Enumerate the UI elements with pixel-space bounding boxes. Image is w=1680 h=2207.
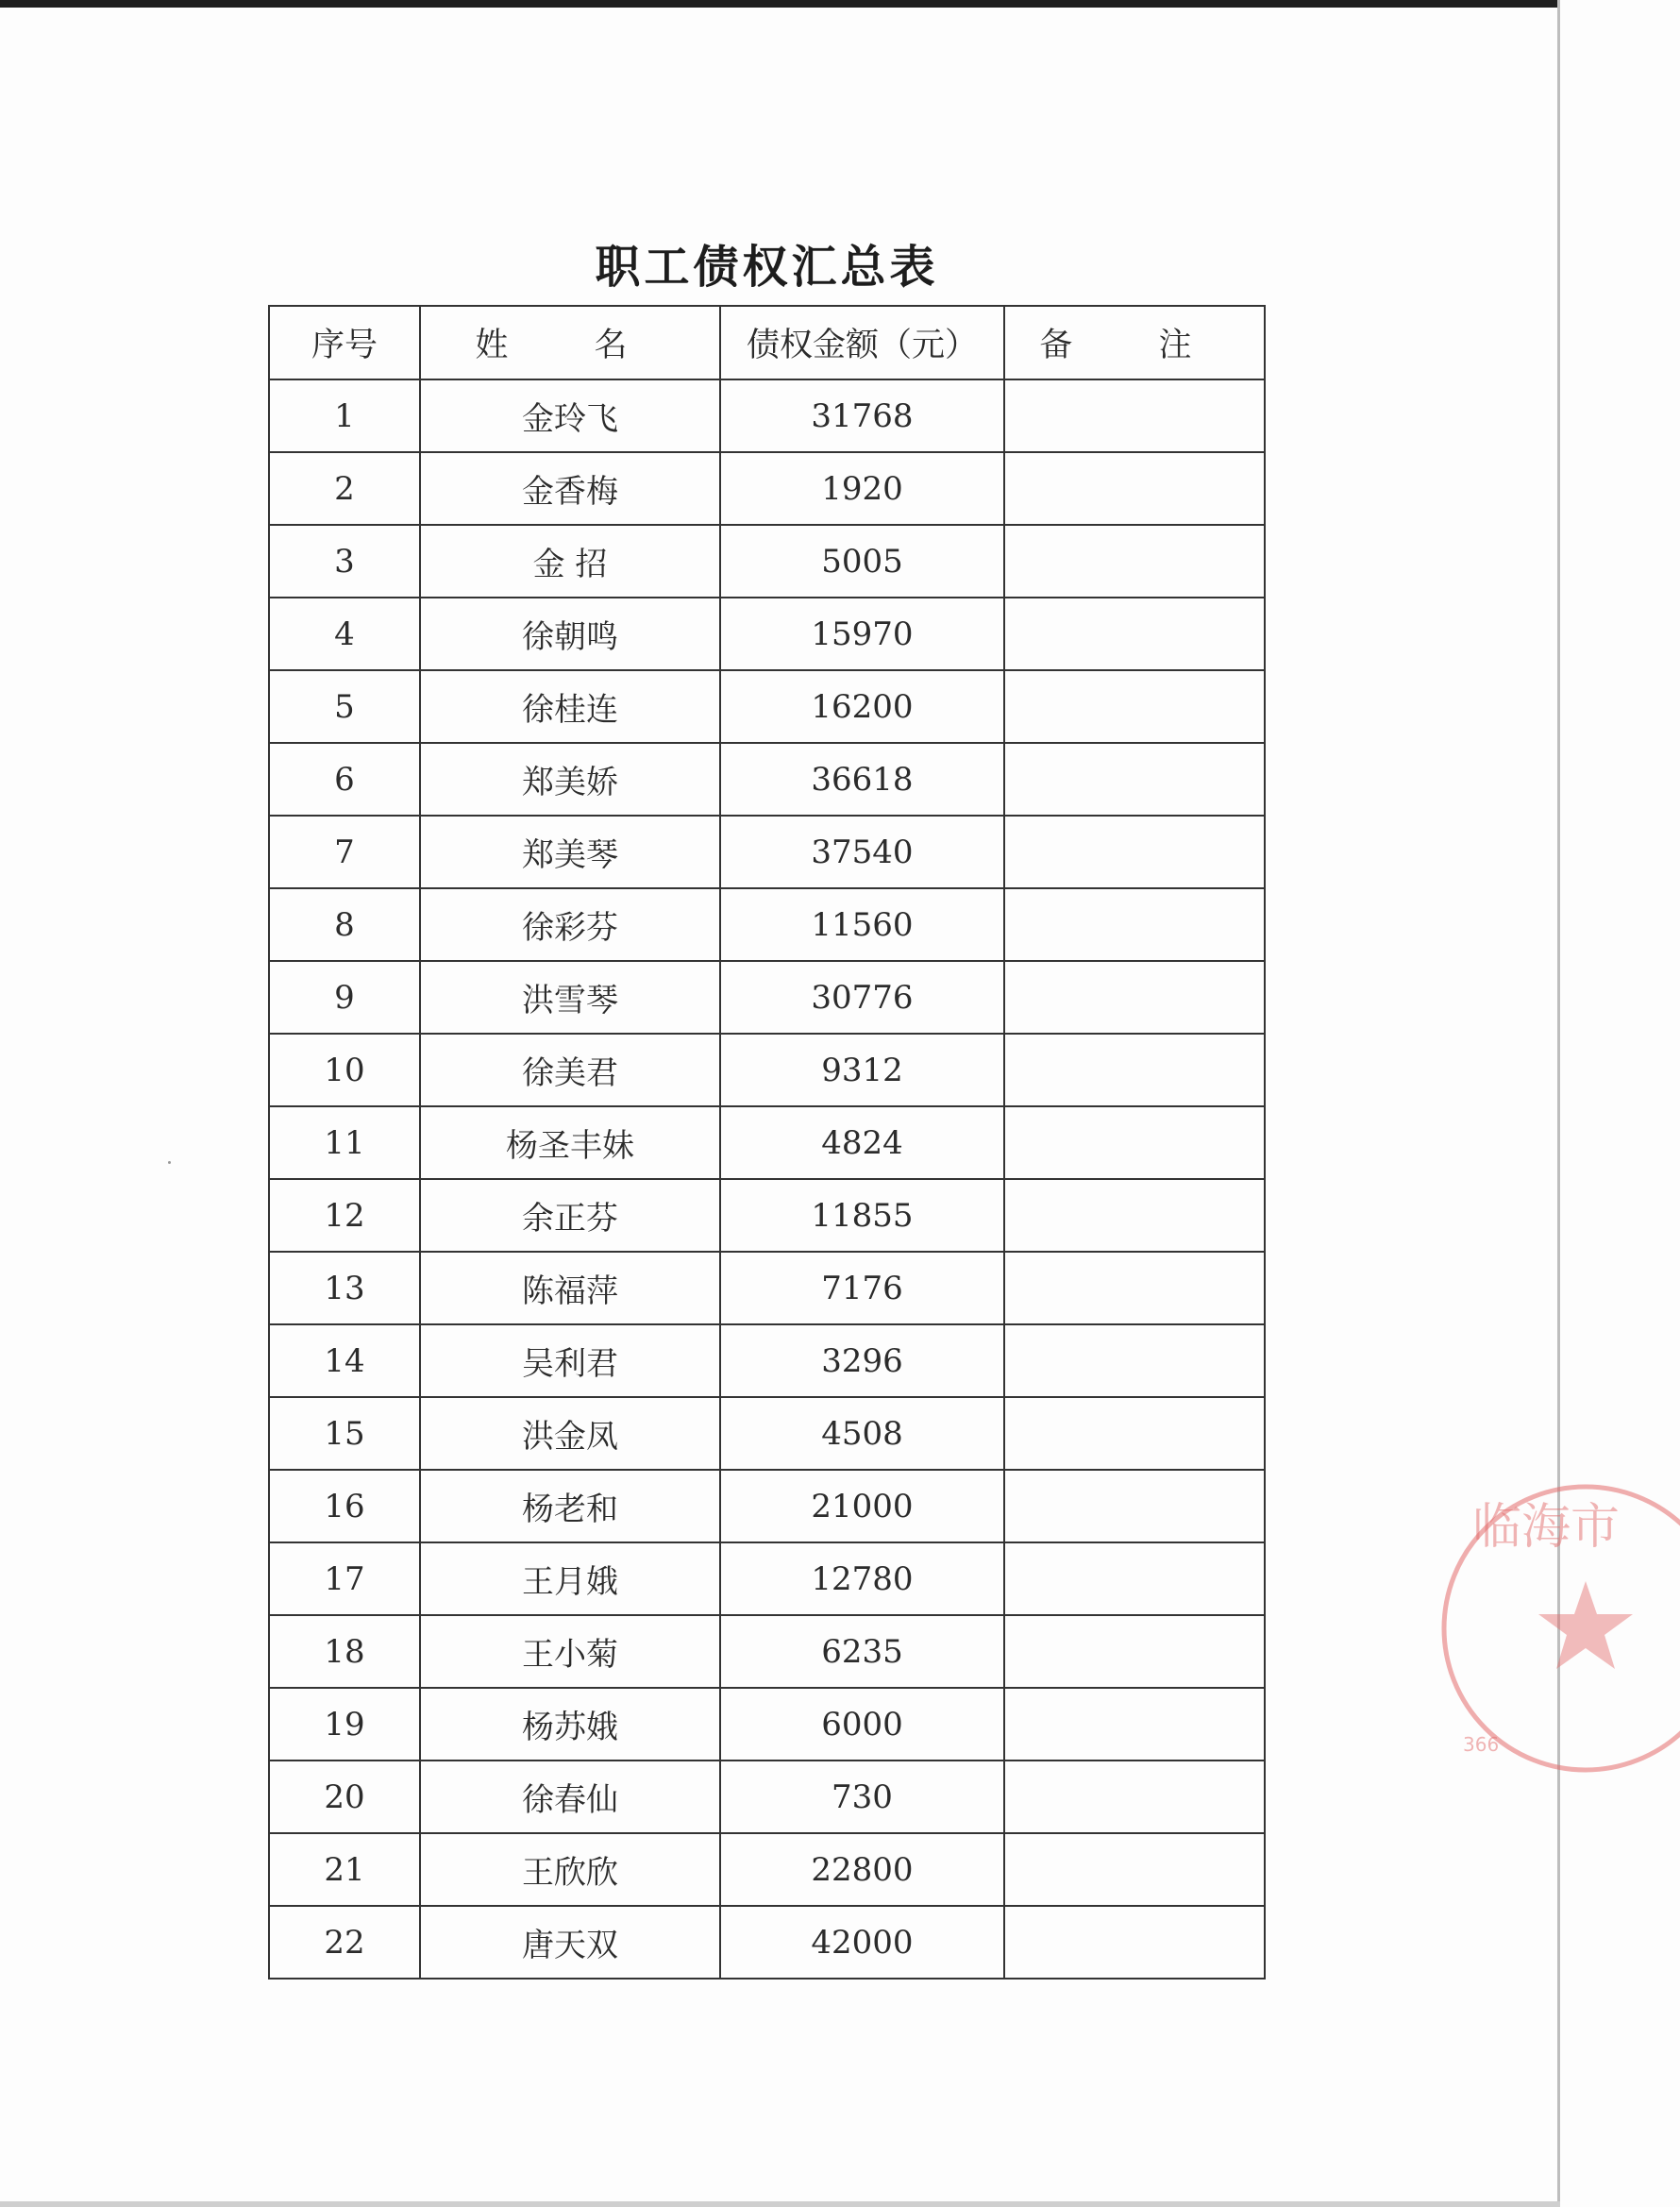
header-name: 姓 名 [420,306,720,379]
cell-seq: 21 [269,1833,420,1906]
scan-top-border [0,0,1560,8]
cell-remark [1004,1542,1265,1615]
scan-right-edge [1557,0,1560,2207]
cell-seq: 18 [269,1615,420,1688]
cell-name: 吴利君 [420,1324,720,1397]
table-row [269,888,1265,961]
table-row [269,379,1265,452]
cell-amount: 4824 [720,1106,1004,1179]
cell-remark [1004,1470,1265,1542]
cell-name: 洪金凤 [420,1397,720,1470]
cell-name: 杨圣丰妹 [420,1106,720,1179]
cell-remark [1004,670,1265,743]
cell-name: 徐春仙 [420,1761,720,1833]
cell-name: 陈福萍 [420,1252,720,1324]
cell-name: 郑美琴 [420,816,720,888]
cell-amount: 11855 [720,1179,1004,1252]
table-body [269,379,1265,1979]
cell-seq: 3 [269,525,420,598]
cell-remark [1004,1106,1265,1179]
cell-amount: 31768 [720,379,1004,452]
cell-remark [1004,961,1265,1034]
cell-remark [1004,1833,1265,1906]
cell-remark [1004,1324,1265,1397]
table-row [269,598,1265,670]
table-row [269,816,1265,888]
table-row [269,1179,1265,1252]
cell-remark [1004,816,1265,888]
cell-name: 余正芬 [420,1179,720,1252]
cell-seq: 7 [269,816,420,888]
cell-name: 徐彩芬 [420,888,720,961]
cell-remark [1004,379,1265,452]
cell-remark [1004,525,1265,598]
cell-amount: 15970 [720,598,1004,670]
claims-table [268,305,1266,1980]
cell-remark [1004,452,1265,525]
table-row [269,961,1265,1034]
page-title: 职工债权汇总表 [595,241,939,295]
cell-amount: 730 [720,1761,1004,1833]
cell-seq: 14 [269,1324,420,1397]
table-row [269,1106,1265,1179]
cell-remark [1004,598,1265,670]
cell-amount: 4508 [720,1397,1004,1470]
cell-amount: 30776 [720,961,1004,1034]
table-row [269,525,1265,598]
cell-seq: 17 [269,1542,420,1615]
cell-name: 金香梅 [420,452,720,525]
cell-name: 杨苏娥 [420,1688,720,1761]
seal-star-icon [1538,1581,1633,1669]
cell-amount: 16200 [720,670,1004,743]
table-row [269,1833,1265,1906]
table-row [269,1397,1265,1470]
table-row [269,1688,1265,1761]
cell-remark [1004,1397,1265,1470]
cell-seq: 10 [269,1034,420,1106]
cell-name: 郑美娇 [420,743,720,816]
cell-seq: 11 [269,1106,420,1179]
seal-number: 366 [1463,1733,1500,1756]
cell-amount: 36618 [720,743,1004,816]
cell-seq: 1 [269,379,420,452]
cell-amount: 42000 [720,1906,1004,1979]
cell-remark [1004,743,1265,816]
cell-amount: 11560 [720,888,1004,961]
cell-amount: 1920 [720,452,1004,525]
table-row [269,1542,1265,1615]
table-row [269,1252,1265,1324]
cell-seq: 6 [269,743,420,816]
cell-remark [1004,1252,1265,1324]
cell-amount: 6235 [720,1615,1004,1688]
cell-remark [1004,1688,1265,1761]
cell-amount: 7176 [720,1252,1004,1324]
table-row [269,1470,1265,1542]
cell-amount: 6000 [720,1688,1004,1761]
cell-remark [1004,1906,1265,1979]
cell-seq: 9 [269,961,420,1034]
cell-seq: 19 [269,1688,420,1761]
scan-speck [168,1161,171,1164]
cell-seq: 12 [269,1179,420,1252]
cell-name: 徐朝鸣 [420,598,720,670]
cell-name: 金玲飞 [420,379,720,452]
cell-seq: 16 [269,1470,420,1542]
cell-amount: 5005 [720,525,1004,598]
cell-seq: 22 [269,1906,420,1979]
cell-seq: 15 [269,1397,420,1470]
header-amount: 债权金额（元） [720,306,1004,379]
cell-amount: 37540 [720,816,1004,888]
cell-name: 洪雪琴 [420,961,720,1034]
cell-amount: 21000 [720,1470,1004,1542]
table-row [269,670,1265,743]
cell-remark [1004,1761,1265,1833]
cell-name: 杨老和 [420,1470,720,1542]
cell-name: 金 招 [420,525,720,598]
cell-name: 徐美君 [420,1034,720,1106]
header-remark: 备 注 [1004,306,1265,379]
cell-seq: 2 [269,452,420,525]
cell-seq: 4 [269,598,420,670]
cell-name: 徐桂连 [420,670,720,743]
table-row [269,1615,1265,1688]
table-row [269,1034,1265,1106]
cell-remark [1004,1034,1265,1106]
cell-remark [1004,1179,1265,1252]
cell-name: 王月娥 [420,1542,720,1615]
cell-seq: 8 [269,888,420,961]
table-header-row [269,306,1265,379]
seal-text: 临海市 [1472,1499,1621,1556]
scan-bottom-edge [0,2201,1560,2207]
table-row [269,1324,1265,1397]
cell-seq: 20 [269,1761,420,1833]
cell-seq: 13 [269,1252,420,1324]
cell-seq: 5 [269,670,420,743]
cell-amount: 12780 [720,1542,1004,1615]
table-row [269,452,1265,525]
cell-name: 唐天双 [420,1906,720,1979]
cell-name: 王小菊 [420,1615,720,1688]
cell-remark [1004,888,1265,961]
table-row [269,1906,1265,1979]
table-row [269,1761,1265,1833]
cell-amount: 3296 [720,1324,1004,1397]
cell-remark [1004,1615,1265,1688]
cell-name: 王欣欣 [420,1833,720,1906]
header-seq: 序号 [269,306,420,379]
table-row [269,743,1265,816]
cell-amount: 9312 [720,1034,1004,1106]
cell-amount: 22800 [720,1833,1004,1906]
